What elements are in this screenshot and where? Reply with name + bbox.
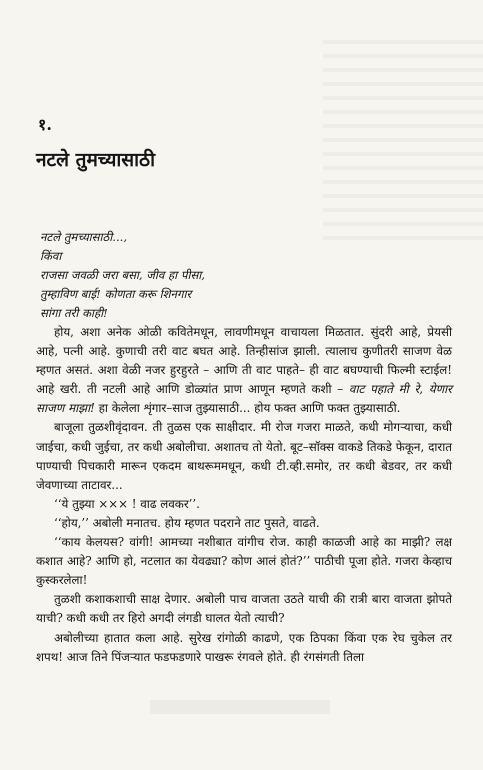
poem-line: सांगा तरी काही! bbox=[40, 306, 108, 320]
body-text bbox=[36, 323, 452, 667]
paragraph-7: अबोलीच्या हातात कला आहे. सुरेख रांगोळी काढणे, एक ठिपका किंवा एक रेघ चुकेल तर शपथ! आज तिने पिंजऱ्यात फडफडणारे पाखरू रंगवले होते. ही रंगसंगती तिला bbox=[36, 630, 452, 664]
paragraph-1-text: होय, अशा अनेक ओळी कवितेमधून, लावणीमधून वाचायला मिळतात. सुंदरी आहे, प्रेयसी आहे, पत्नी आहे. कुणाची तरी वाट बघत आहे. तिन्हीसांज झाली. त्यालाच कुणीतरी साजण वेळ म्हणत असतं. अशा वेळी नजर हुरहुरते – आणि ती वाट पाहते– ही वाट बघण्याची फिल्मी स्टाईल! आहे खरी. ती नटली आहे आणि डोळ्यांत प्राण आणून म्हणते कशी – bbox=[36, 325, 452, 397]
show-through-text bbox=[323, 30, 483, 240]
opening-poem bbox=[40, 228, 205, 323]
paragraph-6: तुळशी कशाकशाची साक्ष देणार. अबोली पाच वाजता उठते याची की रात्री बारा वाजता झोपते याची? कधी कधी तर हिरो अगदी लंगडी घालत येतो त्याची? bbox=[36, 592, 452, 626]
paragraph-4: ‘‘होय,’’ अबोली मनातच. होय म्हणत पदराने ताट पुसते, वाढते. bbox=[54, 515, 320, 530]
song-quote: वाट पहाते मी रे, येणार साजण माझा! bbox=[36, 382, 452, 416]
paragraph-3: ‘‘ये तुझ्या ××× ! वाढ लवकर’’. bbox=[54, 496, 200, 511]
paragraph-5: ‘‘काय केलयस? वांगी! आमच्या नशीबात वांगीच रोज. काही काळजी आहे का माझी? लक्ष कशात आहे? आणि हो, नटलात का येवढ्या? कोण आलं होतं?’’ पाठीची पूजा होते. गजरा केव्हाच कुस्करलेला! bbox=[36, 535, 452, 588]
poem-line: तुम्हाविण बाई! कोणता करू शिनगार bbox=[40, 287, 192, 301]
show-through-footer bbox=[150, 700, 330, 714]
chapter-title: नटले तुमच्यासाठी bbox=[36, 149, 156, 171]
poem-line: राजसा जवळी जरा बसा, जीव हा पीसा, bbox=[40, 268, 205, 282]
paragraph-1 bbox=[36, 323, 452, 418]
poem-line: नटले तुमच्यासाठी..., bbox=[40, 230, 128, 244]
paragraph-2: बाजूला तुळशीवृंदावन. ती तुळस एक साक्षीदार. मी रोज गजरा माळते, कधी मोगऱ्याचा, कधी जाईचा, कधी जुईचा, तर कधी अबोलीचा. अशातच तो येतो. बूट–सॉक्स वाकडे तिकडे फेकून, दारात पाण्याची पिचकारी मारून एकदम बाथरूममधून, कधी टी.व्ही.समोर, तर कधी बेडवर, तर कधी जेवणाच्या ताटावर... bbox=[36, 420, 452, 492]
chapter-number: १. bbox=[38, 115, 52, 134]
paragraph-1-text-end: हा केलेला शृंगार–साज तुझ्यासाठी... होय फक्त आणि फक्त तुझ्यासाठी. bbox=[94, 401, 401, 416]
poem-line: किंवा bbox=[40, 249, 62, 263]
